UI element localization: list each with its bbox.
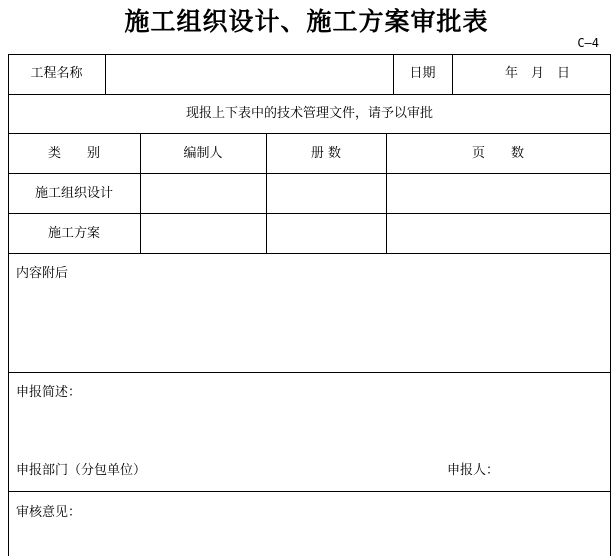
form-right-border xyxy=(610,54,611,556)
project-name-label: 工程名称 xyxy=(30,66,83,81)
content-attached-label: 内容附后 xyxy=(16,266,69,281)
form-left-border xyxy=(8,54,9,556)
applicant-label: 申报人： xyxy=(447,463,500,478)
date-label-right-divider xyxy=(452,54,453,95)
project-label-divider xyxy=(105,54,106,95)
intro-row-divider xyxy=(8,133,611,134)
date-field[interactable]: 年 月 日 xyxy=(505,66,571,81)
dept-label: 申报部门（分包单位） xyxy=(16,463,147,478)
form-code: C—4 xyxy=(577,36,599,50)
brief-label: 申报简述： xyxy=(16,385,82,400)
content-section-divider xyxy=(8,372,611,373)
column-header-author: 编制人 xyxy=(183,146,223,161)
column-header-volumes: 册 数 xyxy=(310,146,342,161)
column-header-divider xyxy=(8,173,611,174)
intro-text: 现报上下表中的技术管理文件，请予以审批 xyxy=(185,106,433,121)
column-header-pages: 页 数 xyxy=(471,146,524,161)
header-row-divider xyxy=(8,94,611,95)
row-category-construction-plan: 施工方案 xyxy=(47,226,100,241)
date-label: 日期 xyxy=(409,66,436,81)
review-label: 审核意见： xyxy=(16,505,82,520)
column-header-category: 类 别 xyxy=(47,146,100,161)
brief-section-divider xyxy=(8,491,611,492)
page-title: 施工组织设计、施工方案审批表 xyxy=(124,7,489,36)
table-bottom-divider xyxy=(8,253,611,254)
form-top-border xyxy=(8,54,611,55)
row-1-divider xyxy=(8,213,611,214)
row-category-construction-design: 施工组织设计 xyxy=(34,186,113,201)
